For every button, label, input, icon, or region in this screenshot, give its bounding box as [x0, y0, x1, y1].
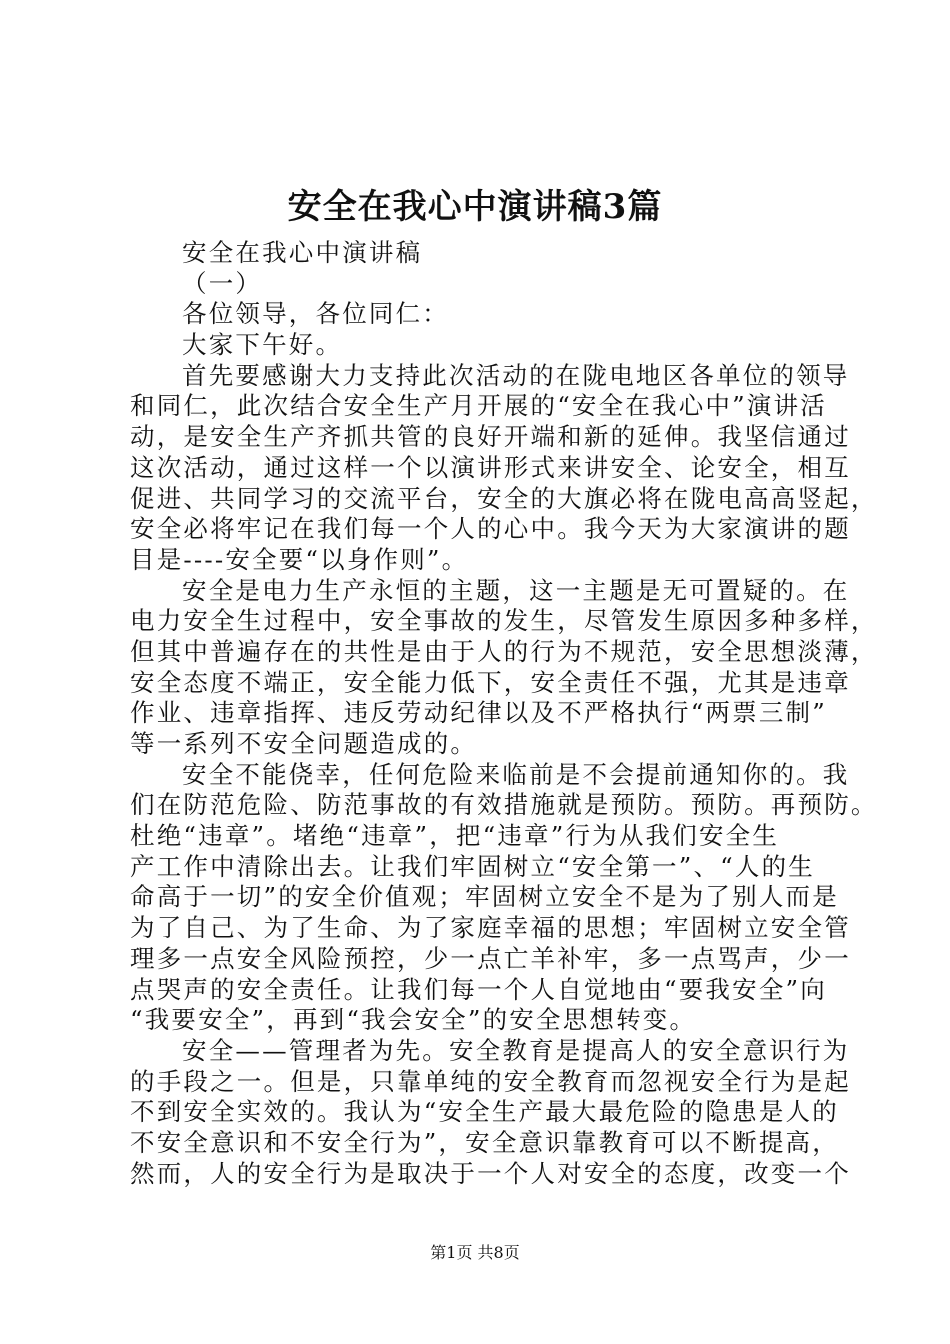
text-line: 目是----安全要“以身作则”。 [130, 544, 469, 574]
text-line: 促进、共同学习的交流平台，安全的大旗必将在陇电高高竖起， [130, 483, 878, 513]
text-line: 理多一点安全风险预控，少一点亡羊补牢，多一点骂声，少一 [130, 943, 851, 973]
text-line: 然而，人的安全行为是取决于一个人对安全的态度，改变一个 [130, 1158, 851, 1188]
text-line: 各位领导，各位同仁： [182, 299, 449, 329]
page-footer: 第1页 共8页 [430, 1243, 520, 1262]
text-line: （一） [182, 268, 263, 298]
text-line: 安全必将牢记在我们每一个人的心中。我今天为大家演讲的题 [130, 514, 851, 544]
text-line: 等一系列不安全问题造成的。 [130, 729, 478, 758]
text-line: 安全是电力生产永恒的主题，这一主题是无可置疑的。在 [182, 575, 850, 605]
text-line: 安全在我心中演讲稿 [182, 238, 423, 267]
text-line: “我要安全”，再到“我会安全”的安全思想转变。 [130, 1005, 697, 1035]
text-line: 这次活动，通过这样一个以演讲形式来讲安全、论安全，相互 [130, 452, 851, 482]
text-line: 安全——管理者为先。安全教育是提高人的安全意识行为 [182, 1035, 850, 1065]
text-line: 命高于一切”的安全价值观；牢固树立安全不是为了别人而是 [130, 882, 839, 912]
text-line: 安全不能侥幸，任何危险来临前是不会提前通知你的。我 [182, 759, 850, 789]
text-line: 产工作中清除出去。让我们牢固树立“安全第一”、“人的生 [130, 851, 815, 881]
text-line: 安全态度不端正，安全能力低下，安全责任不强，尤其是违章 [130, 667, 851, 697]
text-line: 作业、违章指挥、违反劳动纪律以及不严格执行“两票三制” [130, 698, 827, 728]
text-line: 们在防范危险、防范事故的有效措施就是预防。预防。再预防。 [130, 790, 878, 820]
text-line: 为了自己、为了生命、为了家庭幸福的思想；牢固树立安全管 [130, 913, 851, 943]
text-line: 点哭声的安全责任。让我们每一个人自觉地由“要我安全”向 [130, 974, 827, 1004]
text-line: 不到安全实效的。我认为“安全生产最大最危险的隐患是人的 [130, 1097, 839, 1127]
text-line: 动，是安全生产齐抓共管的良好开端和新的延伸。我坚信通过 [130, 422, 851, 452]
document-title: 安全在我心中演讲稿3篇 [287, 187, 663, 227]
text-line: 大家下午好。 [182, 330, 343, 360]
text-line: 杜绝“违章”。堵绝“违章”，把“违章”行为从我们安全生 [130, 821, 780, 851]
text-line: 和同仁，此次结合安全生产月开展的“安全在我心中”演讲活 [130, 391, 827, 421]
document-body [130, 238, 878, 1189]
text-line: 首先要感谢大力支持此次活动的在陇电地区各单位的领导 [182, 360, 850, 390]
text-line: 但其中普遍存在的共性是由于人的行为不规范，安全思想淡薄， [130, 636, 878, 666]
text-line: 电力安全生过程中，安全事故的发生，尽管发生原因多种多样， [130, 606, 878, 636]
text-line: 的手段之一。但是，只靠单纯的安全教育而忽视安全行为是起 [130, 1066, 851, 1096]
text-line: 不安全意识和不安全行为”，安全意识靠教育可以不断提高， [130, 1127, 839, 1157]
